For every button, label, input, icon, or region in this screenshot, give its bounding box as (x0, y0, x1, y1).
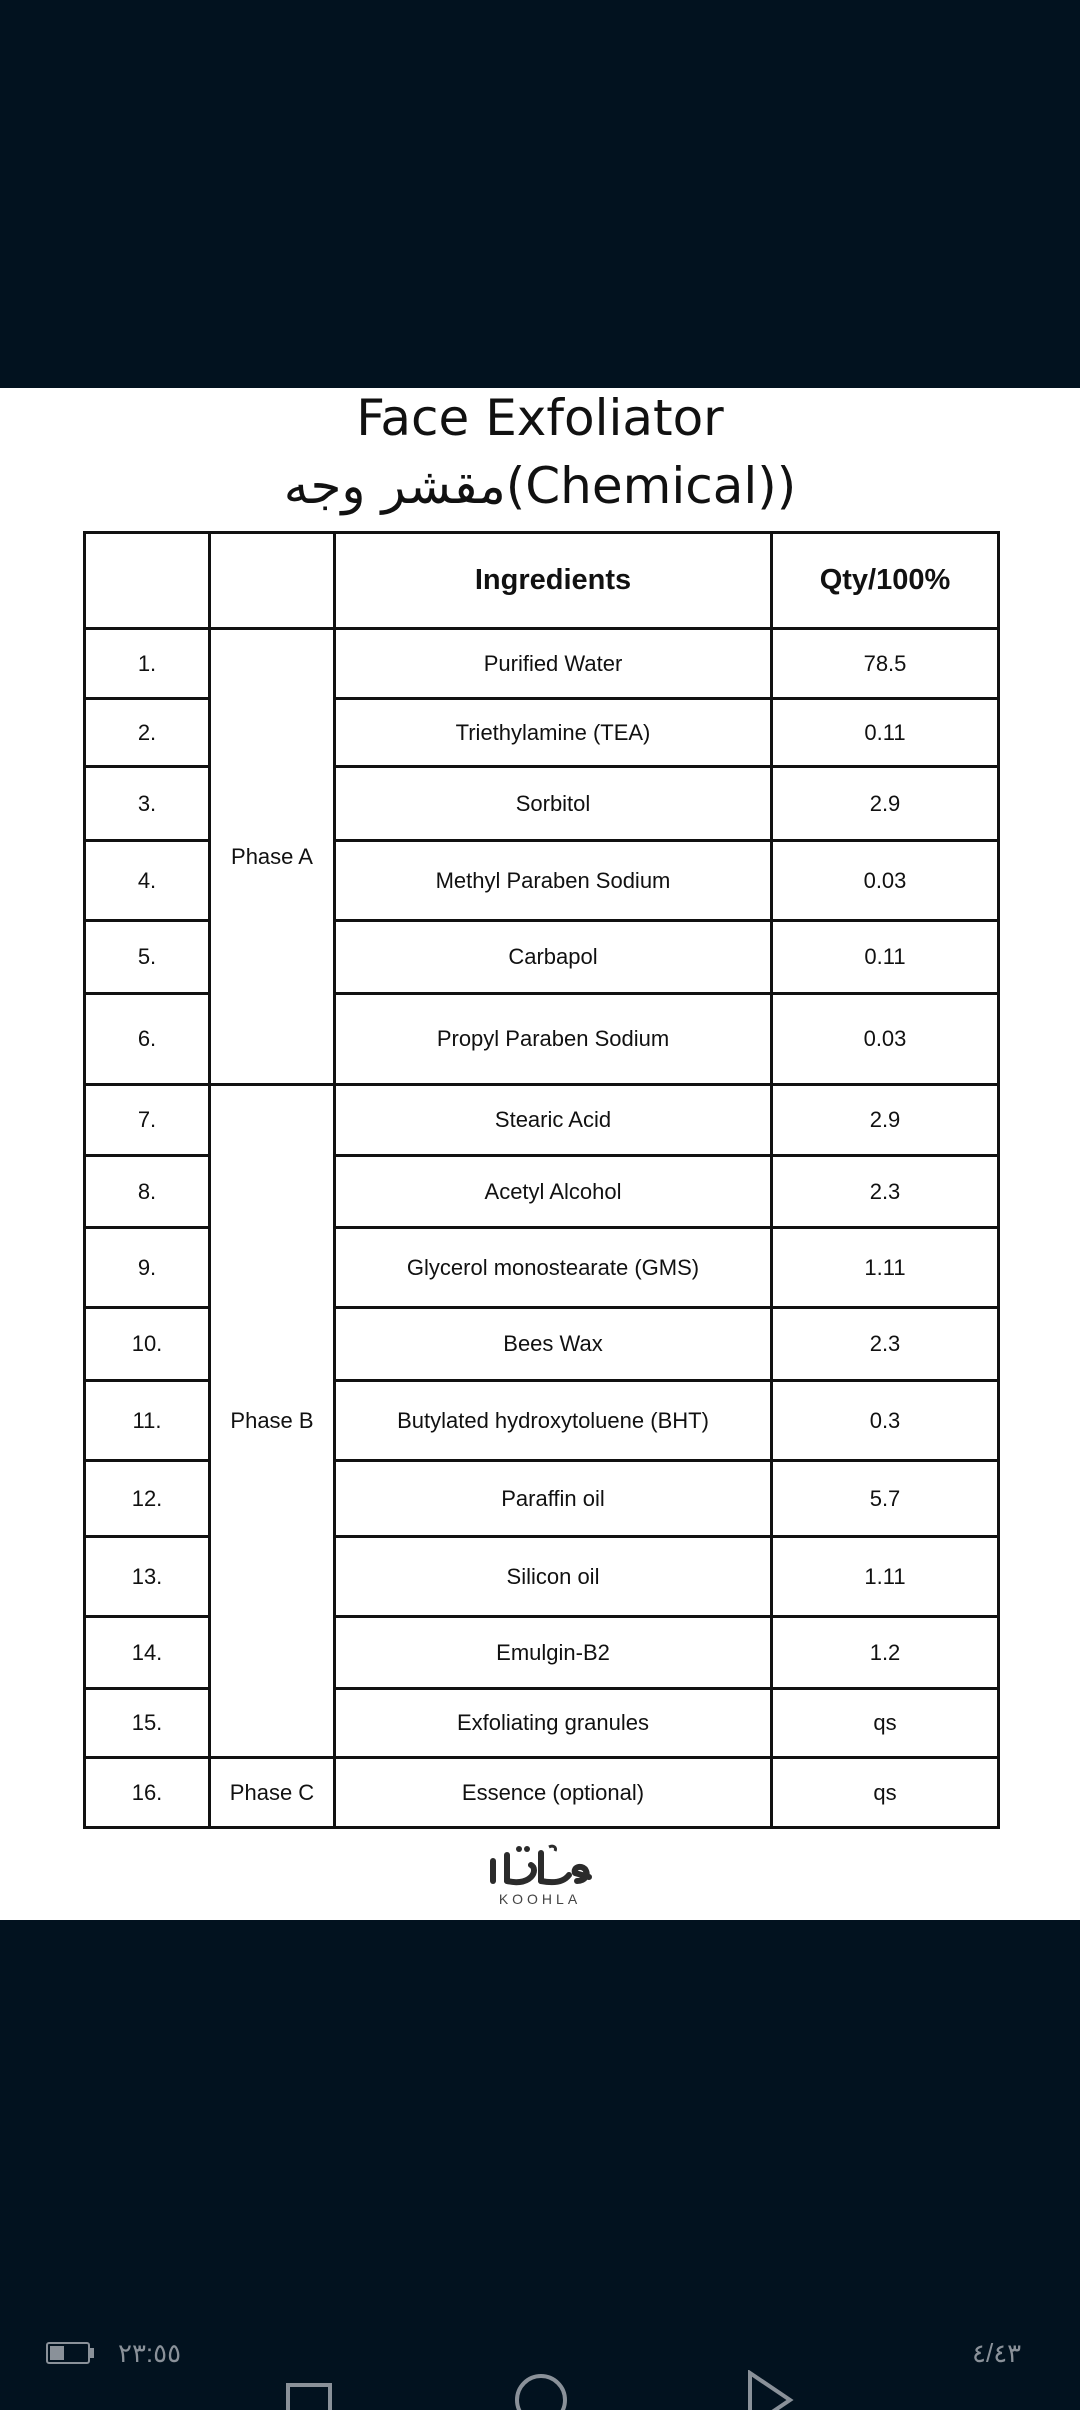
battery-tip (90, 2348, 94, 2358)
row-number: 14. (85, 1617, 210, 1689)
document-page (0, 388, 1080, 1920)
row-number: 9. (85, 1228, 210, 1308)
row-ingredient: Bees Wax (335, 1308, 772, 1381)
row-number: 5. (85, 921, 210, 994)
row-qty: qs (772, 1758, 999, 1828)
row-qty: 5.7 (772, 1461, 999, 1537)
row-qty: 0.11 (772, 699, 999, 767)
row-ingredient: Acetyl Alcohol (335, 1156, 772, 1228)
table-header-row (85, 533, 999, 629)
table-row (85, 629, 999, 699)
row-qty: 0.3 (772, 1381, 999, 1461)
row-qty: 1.2 (772, 1617, 999, 1689)
header-number (85, 533, 210, 629)
koohla-logo-text: KOOHLA (498, 1891, 582, 1907)
phase-a-cell: Phase A (210, 629, 335, 1085)
page-indicator: ٤/٤٣ (972, 2338, 1022, 2368)
home-circle-icon[interactable] (513, 2370, 569, 2410)
row-number: 15. (85, 1689, 210, 1758)
table-row (85, 1085, 999, 1156)
row-qty: 1.11 (772, 1228, 999, 1308)
navigation-bar (0, 2360, 1080, 2400)
row-qty: 0.11 (772, 921, 999, 994)
row-qty: 2.3 (772, 1156, 999, 1228)
header-phase (210, 533, 335, 629)
row-number: 16. (85, 1758, 210, 1828)
row-ingredient: Propyl Paraben Sodium (335, 994, 772, 1085)
row-qty: 78.5 (772, 629, 999, 699)
status-time: ٢٣:٥٥ (118, 2338, 182, 2368)
phase-c-cell: Phase C (210, 1758, 335, 1828)
row-ingredient: Stearic Acid (335, 1085, 772, 1156)
row-number: 1. (85, 629, 210, 699)
row-ingredient: Essence (optional) (335, 1758, 772, 1828)
row-ingredient: Glycerol monostearate (GMS) (335, 1228, 772, 1308)
row-number: 11. (85, 1381, 210, 1461)
row-number: 7. (85, 1085, 210, 1156)
row-qty: 2.9 (772, 1085, 999, 1156)
document-subtitle: مقشر وجه(Chemical)) (283, 457, 797, 515)
row-ingredient: Triethylamine (TEA) (335, 699, 772, 767)
row-number: 6. (85, 994, 210, 1085)
row-number: 4. (85, 841, 210, 921)
row-qty: 2.3 (772, 1308, 999, 1381)
table-row (85, 1758, 999, 1828)
row-ingredient: Exfoliating granules (335, 1689, 772, 1758)
koohla-logo-mark (485, 1843, 595, 1889)
phase-b-cell: Phase B (210, 1085, 335, 1758)
koohla-logo (0, 1843, 1080, 1907)
row-ingredient: Purified Water (335, 629, 772, 699)
row-qty: 1.11 (772, 1537, 999, 1617)
ingredients-table (83, 531, 1000, 1829)
row-qty: 0.03 (772, 994, 999, 1085)
row-number: 2. (85, 699, 210, 767)
header-ingredients: Ingredients (335, 533, 772, 629)
row-number: 3. (85, 767, 210, 841)
row-number: 10. (85, 1308, 210, 1381)
row-number: 8. (85, 1156, 210, 1228)
row-ingredient: Carbapol (335, 921, 772, 994)
row-qty: 2.9 (772, 767, 999, 841)
header-qty: Qty/100% (772, 533, 999, 629)
recents-square-icon[interactable] (285, 2370, 335, 2410)
row-qty: qs (772, 1689, 999, 1758)
row-qty: 0.03 (772, 841, 999, 921)
row-ingredient: Silicon oil (335, 1537, 772, 1617)
row-number: 12. (85, 1461, 210, 1537)
document-title: Face Exfoliator (356, 389, 724, 447)
row-ingredient: Paraffin oil (335, 1461, 772, 1537)
row-ingredient: Methyl Paraben Sodium (335, 841, 772, 921)
row-number: 13. (85, 1537, 210, 1617)
row-ingredient: Sorbitol (335, 767, 772, 841)
back-triangle-icon[interactable] (745, 2370, 795, 2410)
battery-level (50, 2346, 64, 2360)
row-ingredient: Emulgin-B2 (335, 1617, 772, 1689)
row-ingredient: Butylated hydroxytoluene (BHT) (335, 1381, 772, 1461)
